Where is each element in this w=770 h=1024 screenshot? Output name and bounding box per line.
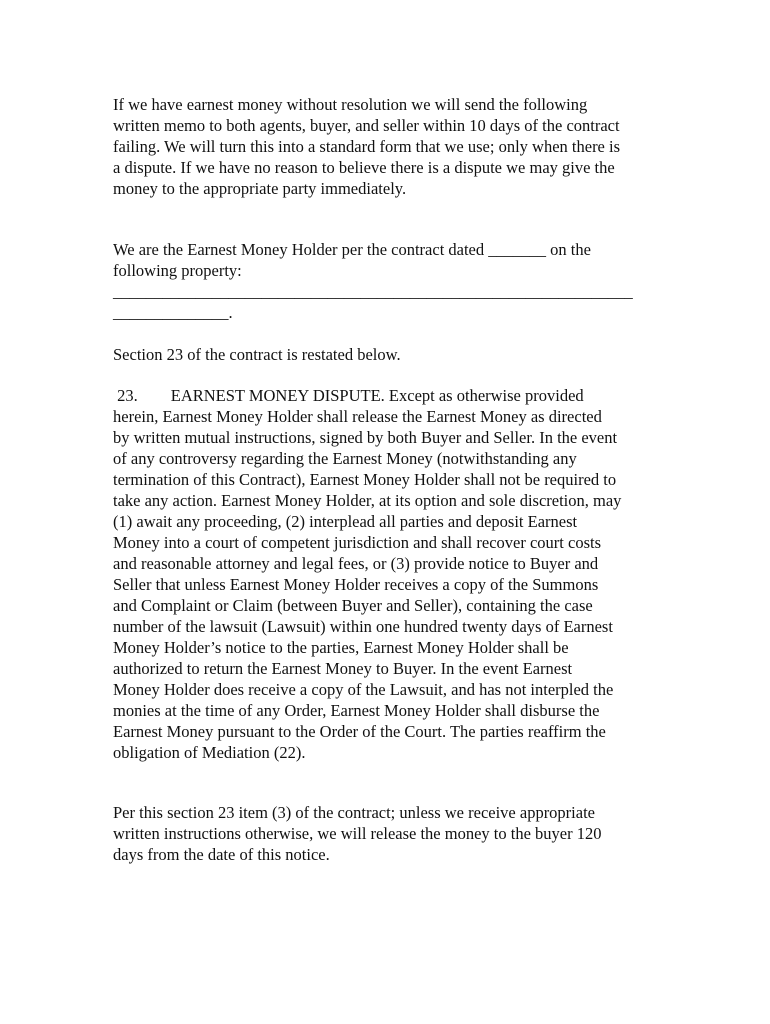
section-line: Money into a court of competent jurisdiction and shall recover court costs [113,533,601,552]
closing-line: written instructions otherwise, we will release the money to the buyer 120 [113,824,602,843]
section-line: and reasonable attorney and legal fees, or (3) provide notice to Buyer and [113,554,599,573]
intro-line: If we have earnest money without resolution we will send the following [113,95,588,114]
intro-line: a dispute. If we have no reason to believe there is a dispute we may give the [113,158,615,177]
closing-line: Per this section 23 item (3) of the contract; unless we receive appropriate [113,803,595,822]
section-line: take any action. Earnest Money Holder, at its option and sole discretion, may [113,491,622,510]
section-line: Seller that unless Earnest Money Holder receives a copy of the Summons [113,575,599,594]
section-line: (1) await any proceeding, (2) interplead all parties and deposit Earnest [113,512,578,531]
holder-paragraph [113,239,673,323]
intro-line: written memo to both agents, buyer, and seller within 10 days of the contract [113,116,620,135]
restated-paragraph [113,344,673,365]
section-line: and Complaint or Claim (between Buyer and Seller), containing the case [113,596,593,615]
intro-line: money to the appropriate party immediately. [113,179,407,198]
holder-line: following property: [113,261,242,280]
holder-line: We are the Earnest Money Holder per the contract dated _______ on the [113,240,591,259]
section-line: Money Holder’s notice to the parties, Earnest Money Holder shall be [113,638,569,657]
closing-paragraph [113,802,673,865]
section-line: number of the lawsuit (Lawsuit) within one hundred twenty days of Earnest [113,617,613,636]
section-line: termination of this Contract), Earnest Money Holder shall not be required to [113,470,617,489]
intro-paragraph [113,94,673,199]
restated-line: Section 23 of the contract is restated below. [113,345,401,364]
section-line: authorized to return the Earnest Money to Buyer. In the event Earnest [113,659,573,678]
section-line: Earnest Money pursuant to the Order of the Court. The parties reaffirm the [113,722,606,741]
section-line: herein, Earnest Money Holder shall release the Earnest Money as directed [113,407,602,426]
section-line: Money Holder does receive a copy of the Lawsuit, and has not interpled the [113,680,614,699]
intro-line: failing. We will turn this into a standard form that we use; only when there is [113,137,621,156]
section-line: by written mutual instructions, signed by both Buyer and Seller. In the event [113,428,618,447]
property-blank-line: ______________. [113,303,233,322]
closing-line: days from the date of this notice. [113,845,330,864]
section-line: monies at the time of any Order, Earnest Money Holder shall disburse the [113,701,600,720]
section-line: 23. EARNEST MONEY DISPUTE. Except as otherwise provided [113,386,584,405]
section-line: of any controversy regarding the Earnest Money (notwithstanding any [113,449,577,468]
section-23-paragraph [113,385,673,763]
section-line: obligation of Mediation (22). [113,743,306,762]
property-blank-line: _______________________________________________________________ [113,282,633,301]
